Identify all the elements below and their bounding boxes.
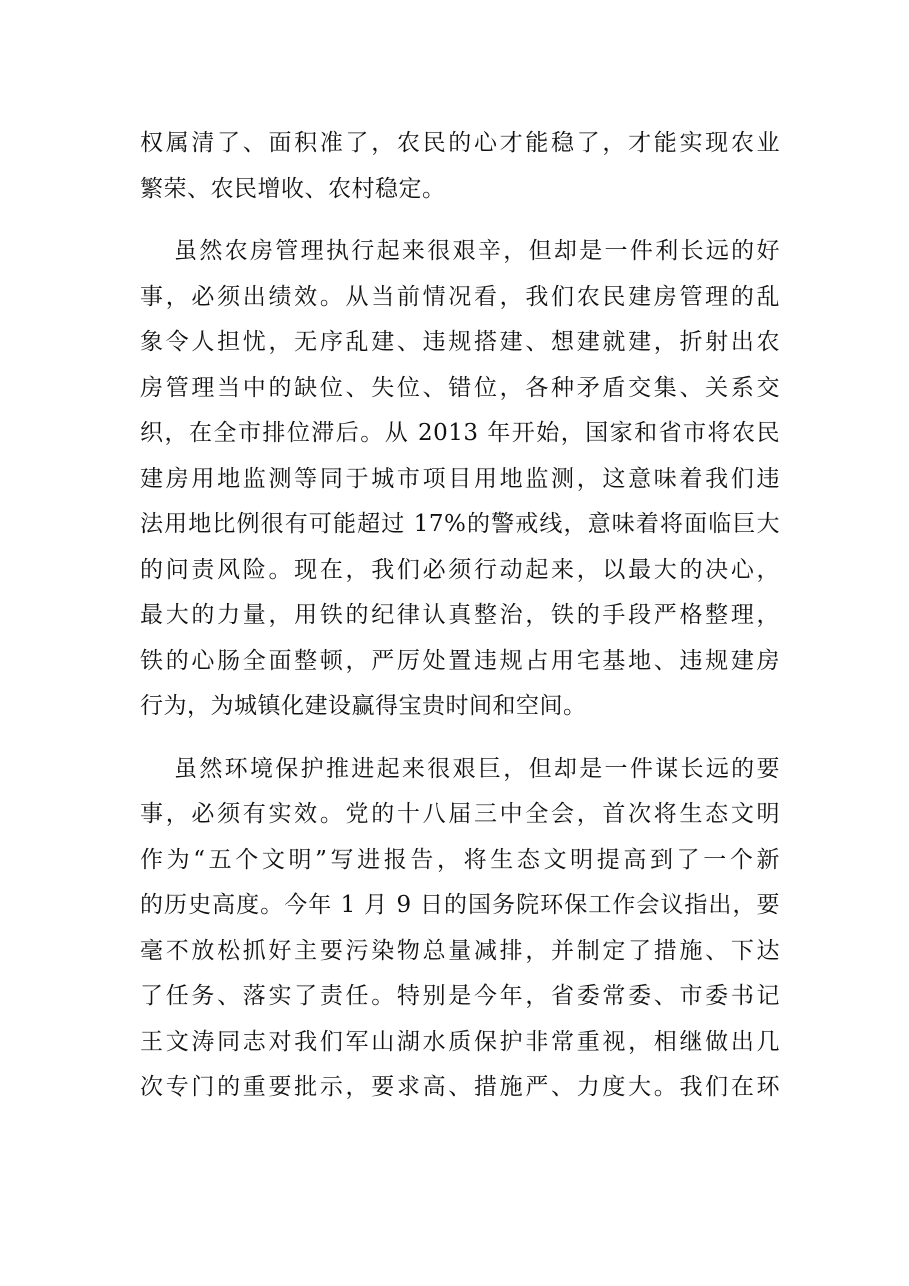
text-line: 最大的力量，用铁的纪律认真整治，铁的手段严格整理， — [140, 602, 780, 628]
text-line: 的历史高度。今年 1 月 9 日的国务院环保工作会议指出，要 — [140, 892, 780, 918]
text-line: 的问责风险。现在，我们必须行动起来，以最大的决心， — [140, 556, 780, 583]
text-line: 事，必须有实效。党的十八届三中全会，首次将生态文明 — [140, 801, 780, 827]
text-line: 房管理当中的缺位、失位、错位，各种矛盾交集、关系交 — [140, 374, 780, 401]
text-line: 权属清了、面积准了，农民的心才能稳了，才能实现农业 — [140, 130, 780, 156]
text-line: 毫不放松抓好主要污染物总量减排，并制定了措施、下达 — [140, 937, 780, 964]
text-line: 象令人担忧，无序乱建、违规搭建、想建就建，折射出农 — [140, 329, 780, 355]
text-line: 织，在全市排位滞后。从 2013 年开始，国家和省市将农民 — [140, 420, 780, 446]
text-line: 虽然农房管理执行起来很艰辛，但却是一件利长远的好 — [174, 238, 780, 264]
text-line: 事，必须出绩效。从当前情况看，我们农民建房管理的乱 — [140, 283, 780, 310]
text-line: 行为，为城镇化建设赢得宝贵时间和空间。 — [140, 693, 587, 719]
text-line: 作为“五个文明”写进报告，将生态文明提高到了一个新 — [140, 846, 780, 873]
text-line: 了任务、落实了责任。特别是今年，省委常委、市委书记 — [140, 983, 780, 1009]
text-line: 王文涛同志对我们军山湖水质保护非常重视，相继做出几 — [140, 1028, 780, 1055]
body-text — [140, 121, 780, 1111]
paragraph-2 — [140, 229, 780, 730]
text-line: 次专门的重要批示，要求高、措施严、力度大。我们在环 — [140, 1074, 780, 1100]
paragraph-1 — [140, 121, 780, 212]
text-line: 铁的心肠全面整顿，严厉处置违规占用宅基地、违规建房 — [140, 647, 780, 674]
text-line: 建房用地监测等同于城市项目用地监测，这意味着我们违 — [140, 465, 780, 492]
text-line: 虽然环境保护推进起来很艰巨，但却是一件谋长远的要 — [174, 755, 780, 782]
paragraph-3 — [140, 747, 780, 1111]
text-line: 法用地比例很有可能超过 17%的警戒线，意味着将面临巨大 — [140, 511, 780, 537]
text-line: 繁荣、农民增收、农村稳定。 — [140, 175, 446, 202]
